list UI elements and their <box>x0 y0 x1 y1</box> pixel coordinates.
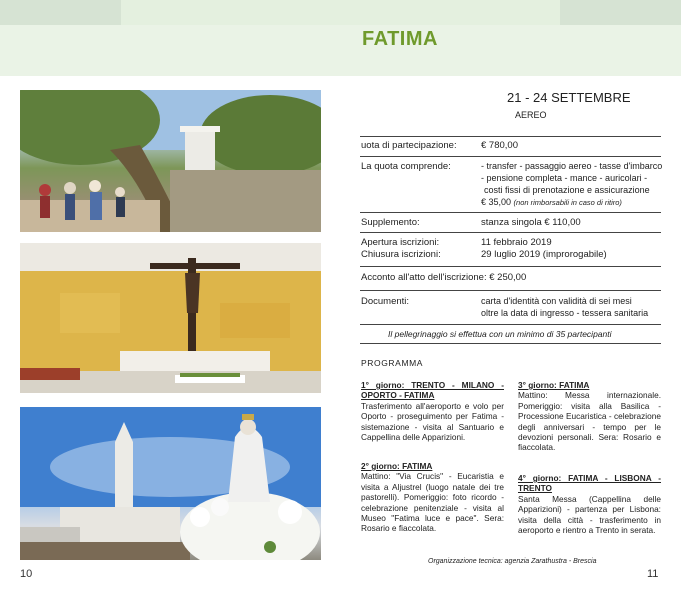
day-3 <box>518 380 661 453</box>
comprende-line-1: - transfer - passaggio aereo - tasse d'imbarco <box>481 161 663 171</box>
divider <box>360 290 661 291</box>
comprende-note: (non rimborsabili in caso di ritiro) <box>513 198 622 207</box>
day-4-text: Santa Messa (Cappellina delle Apparizioni) - partenza per Lisbona: visita della città - trasferimento in aeroporto e rientro a Trento in serata. <box>518 493 661 536</box>
day-2 <box>361 461 504 534</box>
day-2-heading: 2° giorno: FATIMA <box>361 461 433 471</box>
divider <box>360 136 661 137</box>
page-number-left: 10 <box>20 568 33 580</box>
day-1 <box>361 380 504 442</box>
documenti-line-1: carta d'identità con validità di sei mesi <box>481 296 632 306</box>
comprende-line-4 <box>481 197 622 207</box>
page-number-right: 11 <box>647 568 659 580</box>
comprende-line-2: - pensione completa - mance - auricolari - <box>481 173 648 183</box>
day-1-heading: 1° giorno: TRENTO - MILANO - OPORTO - FATIMA <box>361 380 504 401</box>
comprende-amount: € 35,00 <box>481 197 512 207</box>
comprende-line-3: costi fissi di prenotazione e assicurazione <box>484 185 650 195</box>
minimum-participants: Il pellegrinaggio si effettua con un minimo di 35 partecipanti <box>388 329 612 339</box>
photo-sanctuary-statue <box>20 407 321 560</box>
supplemento-value: stanza singola € 110,00 <box>481 217 581 228</box>
day-2-text: Mattino: "Via Crucis" - Eucaristia e visita a Aljustrel (luogo natale dei tre pastorelli). Pomeriggio: foto ricordo - celebrazione penitenziale - visita al Museo "Fatima luce e pace". Sera: Rosario e fiaccolata. <box>361 471 504 534</box>
acconto: Acconto all'atto dell'iscrizione: € 250,00 <box>361 272 527 283</box>
documenti-line-2: oltre la data di ingresso - tessera sanitaria <box>481 308 649 318</box>
divider <box>360 232 661 233</box>
programma-title: PROGRAMMA <box>361 358 424 368</box>
chiusura-label: Chiusura iscrizioni: <box>361 249 441 260</box>
quota-value: € 780,00 <box>481 140 518 151</box>
page-title: FATIMA <box>362 28 438 50</box>
supplemento-label: Supplemento: <box>361 217 420 228</box>
day-3-text: Mattino: Messa internazionale. Pomeriggio: visita alla Basilica - Processione Eucaristica - celebrazione degli anniversari - tempo per le devozioni personali. Sera: Rosario e fiaccolata. <box>518 390 661 453</box>
day-4-heading: 4° giorno: FATIMA - LISBONA - TRENTO <box>518 473 661 494</box>
trip-dates: 21 - 24 SETTEMBRE <box>507 90 631 105</box>
day-4 <box>518 473 661 535</box>
chiusura-value: 29 luglio 2019 (improrogabile) <box>481 249 607 260</box>
organizzazione-tecnica: Organizzazione tecnica: agenzia Zarathustra - Brescia <box>428 558 597 565</box>
documenti-label: Documenti: <box>361 296 410 307</box>
divider <box>360 343 661 344</box>
quota-label: uota di partecipazione: <box>361 140 457 151</box>
day-3-heading: 3° giorno: FATIMA <box>518 380 590 390</box>
divider <box>360 212 661 213</box>
photo-olive-tree-chapel <box>20 90 321 232</box>
divider <box>360 266 661 267</box>
divider <box>360 324 661 325</box>
apertura-value: 11 febbraio 2019 <box>481 237 552 248</box>
comprende-label: La quota comprende: <box>361 161 451 172</box>
apertura-label: Apertura iscrizioni: <box>361 237 440 248</box>
photo-basilica-altar <box>20 243 321 393</box>
day-1-text: Trasferimento all'aeroporto e volo per Oporto - proseguimento per Fatima - sistemazione - visita al Santuario e Cappellina delle Apparizioni. <box>361 400 504 443</box>
divider <box>360 156 661 157</box>
trip-mode: AEREO <box>515 110 547 120</box>
top-band-center <box>121 0 560 25</box>
